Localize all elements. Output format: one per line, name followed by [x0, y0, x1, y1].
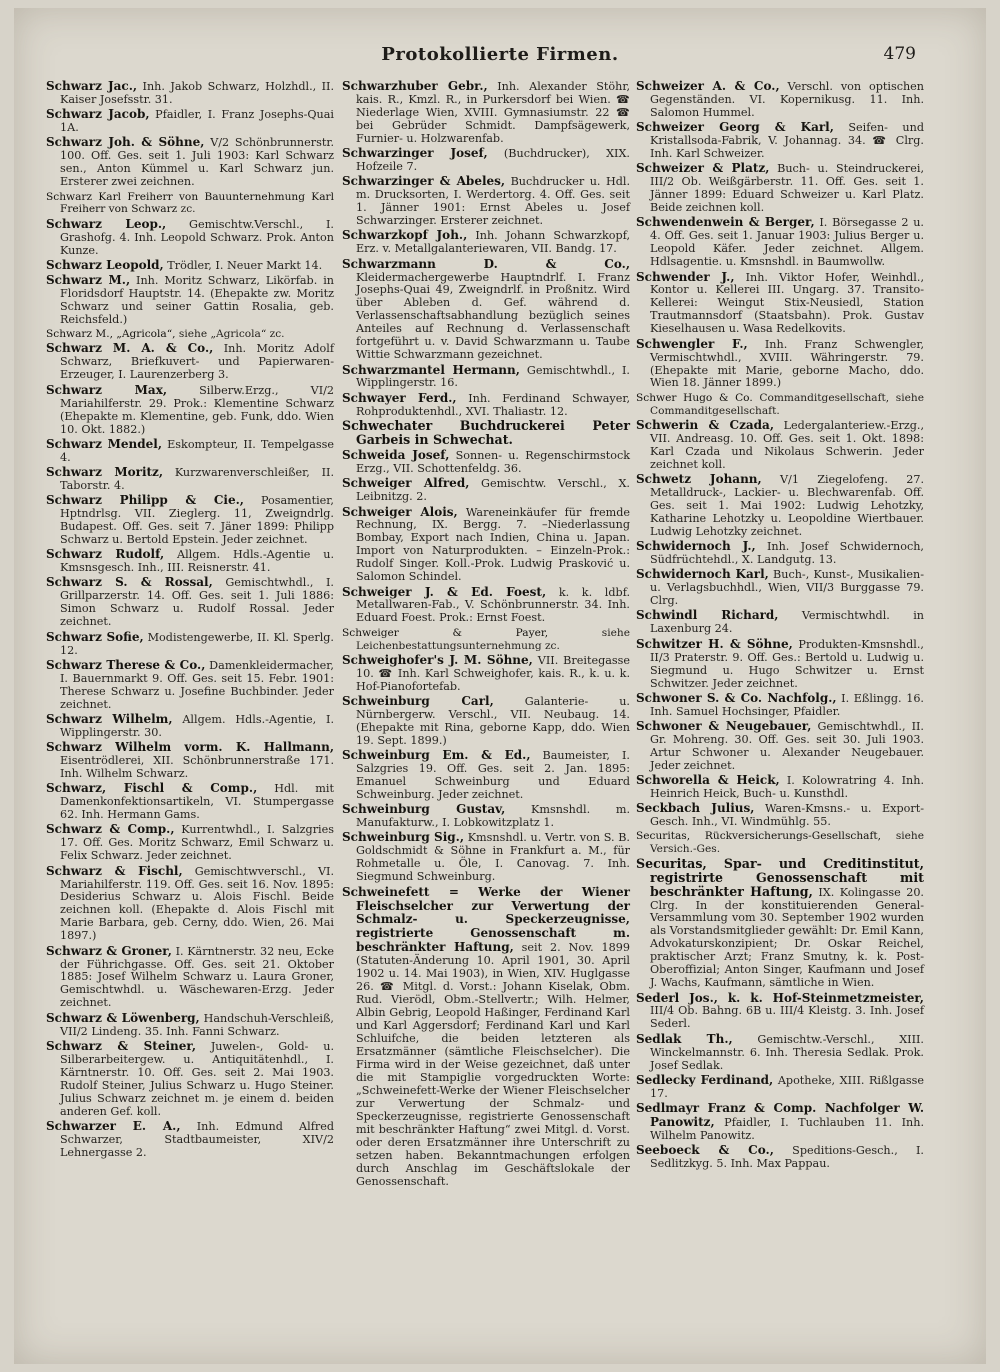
firm-details: Posamentier, Hptndrlsg. VII. Zieglerg. 11, Zweigndrlg. Budapest. Off. Ges. seit 7. Jäner 1899: Philipp Schwarz u. Bertold Epstein. Jeder zeichnet.	[60, 494, 334, 547]
firm-name: Schwarz & Fischl,	[46, 863, 183, 878]
firm-name: Schwarzinger Josef,	[342, 146, 488, 161]
firm-name: Schwarz Sofie,	[46, 629, 144, 644]
firm-name: Schwitzer H. & Söhne,	[636, 636, 793, 651]
firm-name: Schweinburg Sig.,	[342, 830, 465, 845]
firm-details: Inh. Franz Schwengler, Vermischtwhdl., XVIII. Währingerstr. 79. (Ehepakte mit Marie, geborne Macho, ddo. Wien 18. Jänner 1899.)	[650, 337, 924, 390]
directory-entry	[46, 945, 334, 1011]
firm-name: Seeboeck & Co.,	[636, 1143, 774, 1158]
firm-name: Schwarz Therese & Co.,	[46, 657, 206, 672]
firm-name: Schweighofer's J. M. Söhne,	[342, 652, 533, 667]
firm-name: Securitas, Rückversicherungs-Gesellschaft,	[636, 830, 882, 843]
firm-details: Silberw.Erzg., VI/2 Mariahilferstr. 29. Prok.: Klementine Schwarz (Ehepakte m. Klementine, geb. Funk, ddo. Wien 10. Okt. 1882.)	[60, 383, 334, 436]
firm-details: Speditions-Gesch., I. Sedlitzkyg. 5. Inh. Max Pappau.	[650, 1144, 924, 1171]
directory-entry	[636, 540, 924, 567]
firm-details: Modistengewerbe, II. Kl. Sperlg. 12.	[60, 630, 334, 657]
directory-entry	[342, 803, 630, 830]
firm-details: Pfaidler, I. Tuchlauben 11. Inh. Wilhelm Panowitz.	[650, 1115, 924, 1142]
firm-details: Inh. Moritz Schwarz, Likörfab. in Floridsdorf Hauptstr. 14. (Ehepakte zw. Moritz Schwarz und seiner Gattin Rosalia, geb. Reichsfeld.)	[60, 274, 334, 326]
firm-name: Schwer Hugo & Co.	[636, 391, 753, 404]
firm-name: Sedlecky Ferdinand,	[636, 1072, 774, 1087]
firm-name: Schwarz Rudolf,	[46, 547, 165, 562]
directory-entry	[46, 823, 334, 863]
directory-entry	[636, 830, 924, 856]
firm-name: Schwarz S. & Rossal,	[46, 575, 213, 590]
directory-entry	[46, 741, 334, 781]
firm-name: Schwarz Leop.,	[46, 216, 167, 231]
directory-entry	[636, 162, 924, 215]
directory-entry	[636, 80, 924, 120]
firm-details: Pfaidler, I. Franz Josephs-Quai 1A.	[60, 108, 334, 135]
firm-name: Schwarz & Löwenberg,	[46, 1010, 200, 1025]
firm-name: Schworella & Heick,	[636, 773, 780, 788]
firm-name: Schwengler F.,	[636, 336, 748, 351]
directory-entry	[636, 720, 924, 773]
firm-details: Commanditgesellschaft, siehe Commanditgesellschaft.	[650, 391, 924, 417]
directory-entry	[342, 886, 630, 1189]
running-header-title: Protokollierte Firmen.	[381, 44, 619, 65]
firm-name: Schwarz Joh. & Söhne,	[46, 135, 205, 150]
directory-entry	[342, 417, 630, 448]
firm-name: Schwidernoch Karl,	[636, 567, 769, 582]
directory-entry	[636, 216, 924, 269]
firm-name: Schwindl Richard,	[636, 608, 779, 623]
directory-entry	[636, 121, 924, 161]
firm-name: Schweinburg Carl,	[342, 694, 494, 709]
directory-entry	[46, 191, 334, 217]
firm-name: Sedlmayr Franz & Comp. Nachfolger W. Panowitz,	[636, 1101, 924, 1129]
directory-entry	[636, 419, 924, 472]
firm-details: Inh. Jakob Schwarz, Holzhdl., II. Kaiser Josefsstr. 31.	[60, 80, 335, 106]
directory-entry	[636, 338, 924, 391]
directory-entry	[46, 1012, 334, 1039]
directory-entry	[46, 713, 334, 740]
firm-details: Wareneinkäufer für fremde Rechnung, IX. Bergg. 7. –Niederlassung Bombay, Export nach Indien, China u. Japan. Import von Naturprodukten. – Einzeln-Prok.: Rudolf Singer. Koll.-Prok. Ludwig Prasković u. Salomon Schindel.	[356, 505, 630, 584]
firm-name: Seckbach Julius,	[636, 801, 755, 816]
firm-name: Schwarzmann D. & Co.,	[342, 256, 630, 271]
directory-entry	[636, 802, 924, 829]
firm-details: I. Eßlingg. 16. Inh. Samuel Hochsinger, Pfaidler.	[650, 691, 924, 718]
firm-name: Schwarzmantel Hermann,	[342, 362, 520, 377]
firm-details: Gemischtwverschl., VI. Mariahilferstr. 119. Off. Ges. seit 16. Nov. 1895: Desiderius Schwarz u. Alois Fischl. Beide zeichnen koll. (Ehepakte d. Alois Fischl mit Marie Barbara, geb. Cerny, ddo. Wien, 26. Mai 1897.)	[60, 864, 334, 943]
directory-entry	[46, 108, 334, 135]
directory-entry	[636, 638, 924, 691]
firm-details: Produkten-Kmsnshdl., II/3 Praterstr. 9. Off. Ges.: Bertold u. Ludwig u. Siegmund u. Hugo Schwitzer u. Ernst Schwitzer. Jeder zeichnet.	[650, 637, 924, 690]
firm-details: Kmsnshdl. m. Manufakturw., I. Lobkowitzplatz 1.	[356, 803, 631, 830]
firm-name: Schwarz Wilhelm,	[46, 711, 173, 726]
firm-details: V/2 Schönbrunnerstr. 100. Off. Ges. seit 1. Juli 1903: Karl Schwarz sen., Anton Kümmel u. Karl Schwarz jun. Ersterer zwei zeichnen.	[60, 136, 334, 189]
firm-details: Allgem. Hdls.-Agentie, I. Wipplingerstr. 30.	[60, 712, 335, 739]
directory-entry	[46, 631, 334, 658]
directory-entry	[342, 147, 630, 174]
firm-details: Trödler, I. Neuer Markt 14.	[163, 258, 323, 272]
firm-details: k. k. ldbf. Metallwaren-Fab., V. Schönbrunnerstr. 34. Inh. Eduard Foest. Prok.: Ernst Foest.	[356, 585, 631, 625]
directory-entry	[636, 568, 924, 608]
directory-entry	[342, 506, 630, 585]
firm-name: Schwarz Leopold,	[46, 257, 164, 272]
firm-details: Baumeister, I. Salzgries 19. Off. Ges. seit 2. Jan. 1895: Emanuel Schweinburg und Eduard Schweinburg. Jeder zeichnet.	[356, 749, 630, 802]
directory-entry	[636, 1144, 924, 1171]
directory-entry	[342, 831, 630, 884]
firm-name: Schweinburg Gustav,	[342, 802, 506, 817]
firm-name: Schwarz & Groner,	[46, 943, 172, 958]
directory-entry	[636, 271, 924, 337]
directory-entry	[342, 654, 630, 694]
firm-name: Schwarz M., „Agricola“,	[46, 328, 176, 341]
directory-entry	[342, 627, 630, 653]
firm-details: I. Börsegasse 2 u. 4. Off. Ges. seit 1. Januar 1903: Julius Berger u. Leopold Käfer. Jeder zeichnet. Allgem. Hdlsagentie. u. Kmsnshdl. in Baumwollw.	[650, 216, 924, 269]
directory-entry	[46, 80, 334, 107]
firm-details: (Buchdrucker), XIX. Hofzeile 7.	[356, 147, 630, 174]
firm-name: Schwarz Karl Freiherr von Bauunternehmung Karl Freiherr von Schwarz	[46, 190, 334, 216]
directory-entry	[342, 392, 630, 419]
directory-entry	[46, 659, 334, 712]
firm-details: Gemischtwhdl., II. Gr. Mohreng. 30. Off. Ges. seit 30. Juli 1903. Artur Schwoner u. Alexander Neugebauer. Jeder zeichnet.	[650, 719, 924, 772]
firm-name: Schwayer Ferd.,	[342, 390, 457, 405]
firm-name: Schwarz Philipp & Cie.,	[46, 493, 244, 508]
directory-entry	[342, 749, 630, 802]
firm-name: Schwarz Moritz,	[46, 464, 164, 479]
directory-entry	[46, 865, 334, 944]
directory-entry	[46, 384, 334, 437]
firm-details: Gemischtw.Verschl., I. Grashofg. 4. Inh. Leopold Schwarz. Prok. Anton Kunze.	[60, 217, 334, 257]
firm-details: Inh. Viktor Hofer, Weinhdl., Kontor u. Kellerei III. Ungarg. 37. Transito-Kellerei: Weingut Stix-Neusiedl, Station Trautmannsdorf (Staatsbahn). Prok. Gustav Kieselhausen u. Wasa Redelkovits.	[650, 270, 924, 336]
directory-entry	[636, 1033, 924, 1073]
firm-name: Schweizer & Platz,	[636, 161, 770, 176]
firm-details: VII. Breitegasse 10. ☎ Inh. Karl Schweighofer, kais. R., k. u. k. Hof-Pianofortefab.	[356, 653, 631, 693]
directory-entry	[46, 259, 334, 273]
firm-details: Juwelen-, Gold- u. Silberarbeitergew. u. Antiquitätenhdl., I. Kärntnerstr. 10. Off. Ges. seit 2. Mai 1903. Rudolf Steiner, Julius Schwarz u. Hugo Steiner. Julius Schwarz zeichnet m. je einem d. beiden anderen Gef. koll.	[60, 1039, 334, 1118]
firm-name: Schwarz M. A. & Co.,	[46, 341, 214, 356]
firm-details: Buch-, Kunst-, Musikalien- u. Verlagsbuchhdl., Wien, VII/3 Burggasse 79. Clrg.	[650, 568, 924, 608]
firm-name: Schwarz & Steiner,	[46, 1038, 197, 1053]
directory-entry	[342, 477, 630, 504]
firm-name: Schweinburg Em. & Ed.,	[342, 748, 531, 763]
firm-name: Securitas, Spar- und Creditinstitut, registrirte Genossenschaft mit beschränkter Haftung,	[636, 855, 924, 899]
firm-details: Inh. Alexander Stöhr, kais. R., Kmzl. R., in Purkersdorf bei Wien. ☎ Niederlage Wien, XVIII. Gymnasiumstr. 22 ☎ bei Gebrüder Schmidt. Dampfsägewerk, Furnier- u. Holzwarenfab.	[356, 80, 630, 145]
firm-name: Schwoner S. & Co. Nachfolg.,	[636, 690, 837, 705]
column-2	[342, 80, 630, 1190]
firm-name: Schwendenwein & Berger,	[636, 215, 815, 230]
directory-entry	[342, 449, 630, 476]
directory-entry	[636, 774, 924, 801]
firm-name: Schwarz Jac.,	[46, 79, 138, 93]
directory-entry	[46, 494, 334, 547]
firm-details: Damenkleidermacher, I. Bauernmarkt 9. Off. Ges. seit 15. Febr. 1901: Therese Schwarz u. Josefine Buchbinder. Jeder zeichnet.	[60, 658, 334, 711]
firm-name: Schwarzhuber Gebr.,	[342, 79, 488, 93]
directory-entry	[636, 473, 924, 539]
firm-details: Inh. Moritz Adolf Schwarz, Briefkuvert- und Papierwaren-Erzeuger, I. Laurenzerberg 3.	[60, 342, 334, 382]
firm-name: Schwarz Wilhelm vorm. K. Hallmann,	[46, 740, 334, 755]
firm-name: Schwoner & Neugebauer,	[636, 718, 812, 733]
firm-details: Seifen- und Kristallsoda-Fabrik, V. Johannag. 34. ☎ Clrg. Inh. Karl Schweizer.	[650, 121, 924, 161]
firm-details: Eskompteur, II. Tempelgasse 4.	[60, 437, 334, 464]
firm-name: Schwarz Jacob,	[46, 107, 150, 122]
column-3	[636, 80, 924, 1172]
directory-entry	[342, 80, 630, 146]
firm-details: Gemischtw.-Verschl., XIII. Winckelmannstr. 6. Inh. Theresia Sedlak. Prok. Josef Sedlak.	[650, 1032, 924, 1072]
directory-entry	[46, 218, 334, 258]
directory-entry	[636, 992, 924, 1032]
directory-entry	[636, 1074, 924, 1101]
directory-entry	[46, 342, 334, 382]
firm-name: Sedlak Th.,	[636, 1031, 733, 1046]
directory-entry	[46, 548, 334, 575]
directory-entry	[342, 695, 630, 748]
directory-entry	[46, 136, 334, 189]
firm-name: Schweida Josef,	[342, 448, 450, 463]
firm-details: Sonnen- u. Regenschirmstock Erzg., VII. Schottenfeldg. 36.	[356, 449, 630, 476]
firm-details: Gemischtwhdl., I. Grillparzerstr. 14. Off. Ges. seit 1. Juli 1886: Simon Schwarz u. Rudolf Rossal. Jeder zeichnet.	[60, 576, 334, 629]
firm-details: Inh. Josef Schwidernoch, Südfrüchtehdl., X. Landgutg. 13.	[650, 540, 924, 567]
firm-details: Handschuh-Verschleiß, VII/2 Lindeng. 35. Inh. Fanni Schwarz.	[60, 1011, 334, 1038]
firm-details: Inh. Johann Schwarzkopf, Erz. v. Metallgalanteriewaren, VII. Bandg. 17.	[356, 229, 630, 256]
firm-name: Schwarzinger & Abeles,	[342, 174, 506, 189]
directory-entry	[636, 1102, 924, 1143]
firm-name: Schweiger J. & Ed. Foest,	[342, 584, 547, 599]
firm-name: Schwarz Max,	[46, 382, 168, 397]
firm-name: Schweiger Alfred,	[342, 476, 470, 491]
firm-details: Hdl. mit Damenkonfektionsartikeln, VI. Stumpergasse 62. Inh. Hermann Gams.	[60, 782, 334, 822]
firm-details: Kurrentwhdl., I. Salzgries 17. Off. Ges. Moritz Schwarz, Emil Schwarz u. Felix Schwarz. Jeder zeichnet.	[60, 823, 334, 863]
firm-details: Buchdrucker u. Hdl. m. Drucksorten, I. Werdertorg. 4. Off. Ges. seit 1. Jänner 1901: Ernst Abeles u. Josef Schwarzinger. Ersterer zeichnet.	[356, 175, 630, 228]
firm-details: Verschl. von optischen Gegenständen. VI. Kopernikusg. 11. Inh. Salomon Hummel.	[650, 80, 924, 119]
firm-details: III/4 Ob. Bahng. 6B u. III/4 Kleistg. 3. Inh. Josef Sederl.	[650, 1004, 924, 1031]
firm-name: Sederl Jos., k. k. Hof-Steinmetzmeister,	[636, 990, 924, 1005]
directory-entry	[46, 576, 334, 629]
directory-entry	[342, 175, 630, 228]
firm-name: Schweiger & Payer,	[342, 626, 549, 639]
firm-details: siehe Leichenbestattungsunternehmung zc.	[356, 626, 630, 652]
column-1	[46, 80, 334, 1161]
directory-entry	[342, 258, 630, 363]
firm-name: Schwarz, Fischl & Comp.,	[46, 781, 258, 796]
firm-details: Kmsnshdl. u. Vertr. von S. B. Goldschmidt & Söhne in Frankfurt a. M., für Rohmetalle u. Öle, I. Canovag. 7. Inh. Siegmund Schweinburg.	[356, 831, 630, 884]
firm-details: I. Kärntnerstr. 32 neu, Ecke der Führichgasse. Off. Ges. seit 21. Oktober 1885: Josef Wilhelm Schwarz u. Laura Groner, Gemischtwhdl. u. Wäschewaren-Erzg. Jeder zeichnet.	[60, 944, 334, 1010]
firm-details: Inh. Edmund Alfred Schwarzer, Stadtbaumeister, XIV/2 Lehnergasse 2.	[60, 1119, 334, 1159]
firm-name: Schwarz M.,	[46, 273, 131, 288]
directory-entry	[636, 392, 924, 418]
firm-details: Inh. Ferdinand Schwayer, Rohproduktenhdl., XVI. Thaliastr. 12.	[356, 391, 630, 418]
firm-name: Schweizer A. & Co.,	[636, 79, 780, 93]
directory-entry	[342, 229, 630, 256]
directory-entry	[46, 466, 334, 493]
firm-details: Galanterie- u. Nürnbergerw. Verschl., VII. Neubaug. 14. (Ehepakte mit Rina, geborne Kapp, ddo. Wien 19. Sept. 1899.)	[356, 695, 630, 747]
firm-name: Schweinefett = Werke der Wiener Fleischselcher zur Verwertung der Schmalz- u. Speckerzeugnisse, registrierte Genossenschaft m. beschränkter Haftung,	[342, 884, 630, 955]
directory-entry	[46, 1120, 334, 1160]
firm-details: Buch- u. Steindruckerei, III/2 Ob. Weißgärberstr. 11. Off. Ges. seit 1. Jänner 1899: Eduard Schweizer u. Karl Platz. Beide zeichnen koll.	[650, 162, 925, 215]
page-number: 479	[883, 44, 916, 64]
firm-name: Schwarz Mendel,	[46, 436, 163, 451]
directory-entry	[342, 586, 630, 626]
firm-name: Schweizer Georg & Karl,	[636, 120, 834, 135]
directory-entry	[342, 364, 630, 391]
firm-details: Eisentrödlerei, XII. Schönbrunnerstraße 171. Inh. Wilhelm Schwarz.	[60, 754, 334, 780]
firm-details: siehe Versich.-Ges.	[650, 830, 924, 856]
firm-name: Schwarz & Comp.,	[46, 822, 175, 837]
firm-details: Ledergalanteriew.-Erzg., VII. Andreasg. 10. Off. Ges. seit 1. Okt. 1898: Karl Czada und Nikolaus Schwerin. Jeder zeichnet koll.	[650, 418, 924, 471]
firm-details: Waren-Kmsns.- u. Export-Gesch. Inh., VI. Windmühlg. 55.	[650, 802, 924, 829]
directory-entry	[636, 692, 924, 719]
firm-name: Schwarzer E. A.,	[46, 1118, 181, 1133]
firm-details: I. Kolowratring 4. Inh. Heinrich Heick, Buch- u. Kunsthdl.	[650, 774, 924, 801]
directory-entry	[46, 1040, 334, 1119]
directory-entry	[46, 274, 334, 327]
firm-name: Schwarzkopf Joh.,	[342, 228, 468, 243]
firm-details: Kurzwarenverschleißer, II. Taborstr. 4.	[60, 465, 335, 492]
directory-entry	[46, 328, 334, 341]
directory-entry	[46, 438, 334, 465]
firm-details: IX. Kolingasse 20. Clrg. In der konstituierenden General-Versammlung vom 30. September 1902 wurden als Vorstandsmitglieder gewählt: Dr. Emil Kann, Advokaturskonzipient; Dr. Oskar Reichel, praktischer Arzt; Franz Smutny, k. k. Post-Oberoffizial; Anton Singer, Kaufmann und Josef J. Wachs, Kaufmann, sämtliche in Wien.	[650, 885, 924, 990]
firm-details: Vermischtwhdl. in Laxenburg 24.	[650, 609, 924, 636]
directory-entry	[636, 609, 924, 636]
firm-details: Apotheke, XIII. Rißlgasse 17.	[650, 1073, 924, 1100]
firm-details: zc.	[177, 203, 196, 216]
firm-details: V/1 Ziegelofeng. 27. Metalldruck-, Lackier- u. Blechwarenfab. Off. Ges. seit 1. Mai 1902: Ludwig Lehotzky, Katharine Lehotzky u. Leopoldine Wiertbauer. Ludwig Lehotzky zeichnet.	[650, 473, 924, 538]
firm-details: seit 2. Nov. 1899 (Statuten-Änderung 10. April 1901, 30. April 1902 u. 14. Mai 1903), in Wien, XIV. Huglgasse 26. ☎ Mitgl. d. Vorst.: Johann Kiselak, Obm. Rud. Vierödl, Obm.-Stellvertr.; Wilh. Helmer, Albin Gebrig, Leopold Haßinger, Ferdinand Karl und Karl Aggersdorf; Ferdinand Karl und Karl Schluifche, die beiden letzteren als Ersatzmänner (sämtliche Fleischselcher). Die Firma wird in der Weise gezeichnet, daß unter die mit Stampiglie vorgedruckten Worte: „Schweinefett-Werke der Wiener Fleischselcher zur Verwertung der Schmalz- und Speckerzeugnisse, registrierte Genossenschaft mit beschränkter Haftung“ zwei Mitgl. d. Vorst. oder deren Ersatzmänner ihre Unterschrift zu setzen haben. Bekanntmachungen erfolgen durch Anschlag im Geschäftslokale der Genossenschaft.	[356, 941, 630, 1188]
directory-entry	[636, 855, 924, 991]
firm-name: Schwerin & Czada,	[636, 417, 775, 432]
firm-name: Schwidernoch J.,	[636, 539, 756, 554]
firm-name: Schwechater Buchdruckerei Peter Garbeis in Schwechat.	[342, 417, 630, 447]
directory-entry	[46, 782, 334, 822]
firm-details: Gemischtwhdl., I. Wipplingerstr. 16.	[356, 363, 630, 390]
firm-name: Schwetz Johann,	[636, 472, 762, 487]
firm-details: Gemischtw. Verschl., X. Leibnitzg. 2.	[356, 477, 630, 504]
firm-details: Allgem. Hdls.-Agentie u. Kmsnsgesch. Inh., III. Reisnerstr. 41.	[60, 548, 335, 575]
firm-name: Schweiger Alois,	[342, 504, 458, 519]
firm-details: siehe „Agricola“ zc.	[175, 328, 285, 341]
firm-name: Schwender J.,	[636, 269, 735, 284]
firm-details: Kleidermachergewerbe Hauptndrlf. I. Franz Josephs-Quai 49, Zweigndrlf. in Proßnitz. Wird über Ableben d. Gef. während d. Verlassenschaftsabhandlung bezüglich seines Anteiles auf Rechnung d. Verlassenschaft fortgeführt u. v. David Schwarzmann u. Taube Wittie Schwarzmann gezeichnet.	[356, 270, 630, 362]
